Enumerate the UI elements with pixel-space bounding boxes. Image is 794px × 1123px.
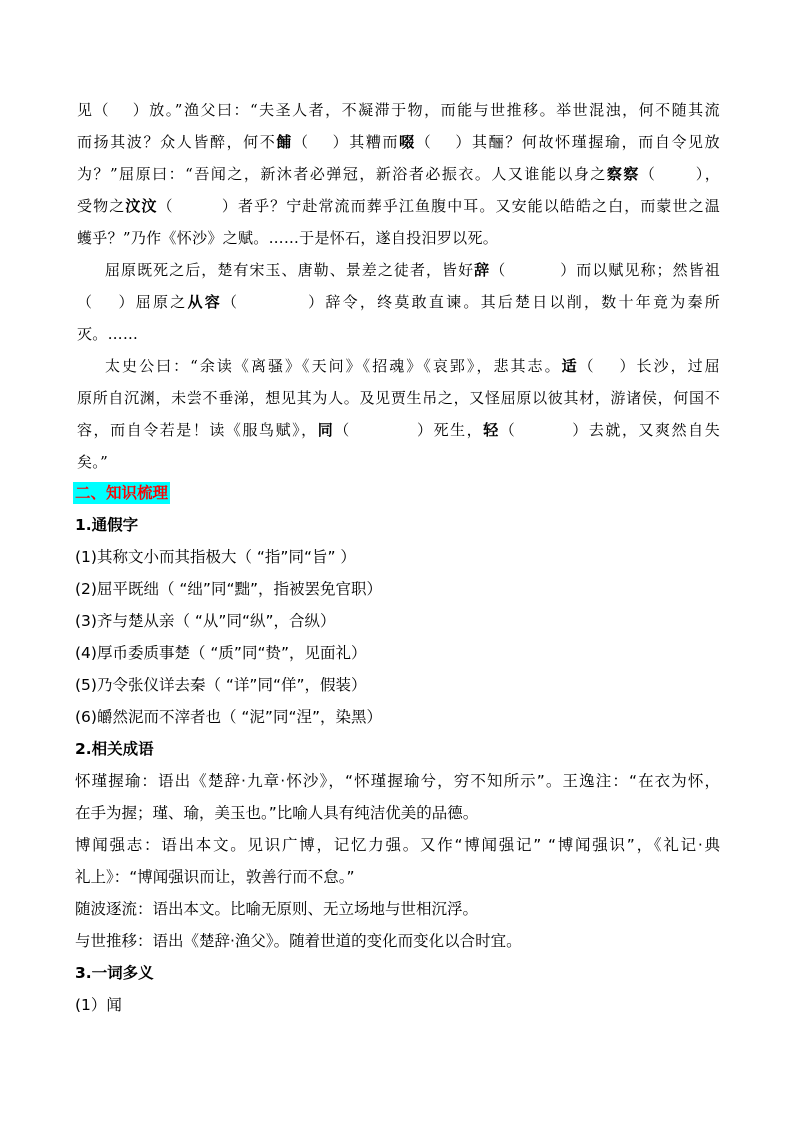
bold-word: 同 [317,421,335,439]
bold-word: 啜 [399,133,416,151]
passage-line-6: 屈原既死之后，楚有宋玉、唐勒、景差之徒者，皆好辞（ ）而以赋见称；然皆祖 [105,261,720,279]
polysemy-item: (1）闻 [75,996,122,1014]
idiom-line: 礼上》：“博闻强识而让，敦善行而不怠。” [75,868,355,886]
passage-line-2: 而扬其波？众人皆醉，何不餔（ ）其糟而啜（ ）其酾？何故怀瑾握瑜，而自令见放 [77,133,720,151]
passage-line-4: 受物之汶汶（ ）者乎？宁赴常流而葬乎江鱼腹中耳。又安能以皓皓之白，而蒙世之温 [77,197,721,215]
idiom-line: 博闻强志：语出本文。见识广博，记忆力强。又作“博闻强记” “博闻强识”，《礼记·典 [75,836,720,854]
passage-line-3: 为？”屈原曰：“吾闻之，新沐者必弹冠，新浴者必振衣。人又谁能以身之察察（ ）， [77,165,720,183]
passage-line-11: 容，而自令若是！读《服鸟赋》，同（ ）死生，轻（ ）去就，又爽然自失 [77,421,720,439]
passage-line-9: 太史公曰：“余读《离骚》《天问》《招魂》《哀郢》，悲其志。适（ ）长沙，过屈 [105,357,720,375]
tongjia-item: (4)厚币委质事楚（ “质”同“贽”，见面礼） [75,644,367,662]
bold-word: 适 [561,357,579,375]
tongjia-item: (5)乃令张仪详去秦（ “详”同“佯”，假装） [75,676,367,694]
bold-word: 轻 [483,421,500,439]
passage-line-10: 原所自沉渊，未尝不垂涕，想见其为人。及见贾生吊之，又怪屈原以彼其材，游诸侯，何国不 [77,389,720,407]
bold-word: 汶汶 [125,197,158,215]
bold-word: 辞 [474,261,491,279]
passage-line-1: 见（ ）放。”渔父曰：“夫圣人者，不凝滞于物，而能与世推移。举世混浊，何不随其流 [77,101,720,119]
idioms-heading: 2.相关成语 [75,740,154,758]
tongjia-item: (6)皭然泥而不滓者也（ “泥”同“涅”，染黑） [75,708,383,726]
tongjia-item: (3)齐与楚从亲（ “从”同“纵”，合纵） [75,612,336,630]
tongjia-item: (2)屈平既绌（ “绌”同“黜”，指被罢免官职） [75,580,383,598]
polysemy-heading: 3.一词多义 [75,964,154,982]
idiom-line: 随波逐流：语出本文。比喻无原则、无立场地与世相沉浮。 [75,900,479,918]
bold-word: 从容 [187,293,222,311]
section-title: 二、知识梳理 [75,484,169,502]
tongjia-heading: 1.通假字 [75,516,139,534]
passage-line-12: 矣。” [77,453,109,471]
passage-line-7: （ ）屈原之从容（ ）辞令，终莫敢直谏。其后楚日以削，数十年竟为秦所 [77,293,721,311]
bold-word: 餔 [276,133,294,151]
passage-line-8: 灭。…… [77,325,139,343]
idiom-line: 在手为握；瑾、瑜，美玉也。”比喻人具有纯洁优美的品德。 [75,804,479,822]
idiom-line: 与世推移：语出《楚辞·渔父》。随着世道的变化而变化以合时宜。 [75,932,522,950]
passage-line-5: 蠖乎？”乃作《怀沙》之赋。……于是怀石，遂自投汨罗以死。 [77,229,499,247]
bold-word: 察察 [606,165,640,183]
tongjia-item: (1)其称文小而其指极大（ “指”同“旨” ） [75,548,356,566]
idiom-line: 怀瑾握瑜：语出《楚辞·九章·怀沙》，“怀瑾握瑜兮，穷不知所示”。王逸注：“在衣为怀， [75,772,720,790]
